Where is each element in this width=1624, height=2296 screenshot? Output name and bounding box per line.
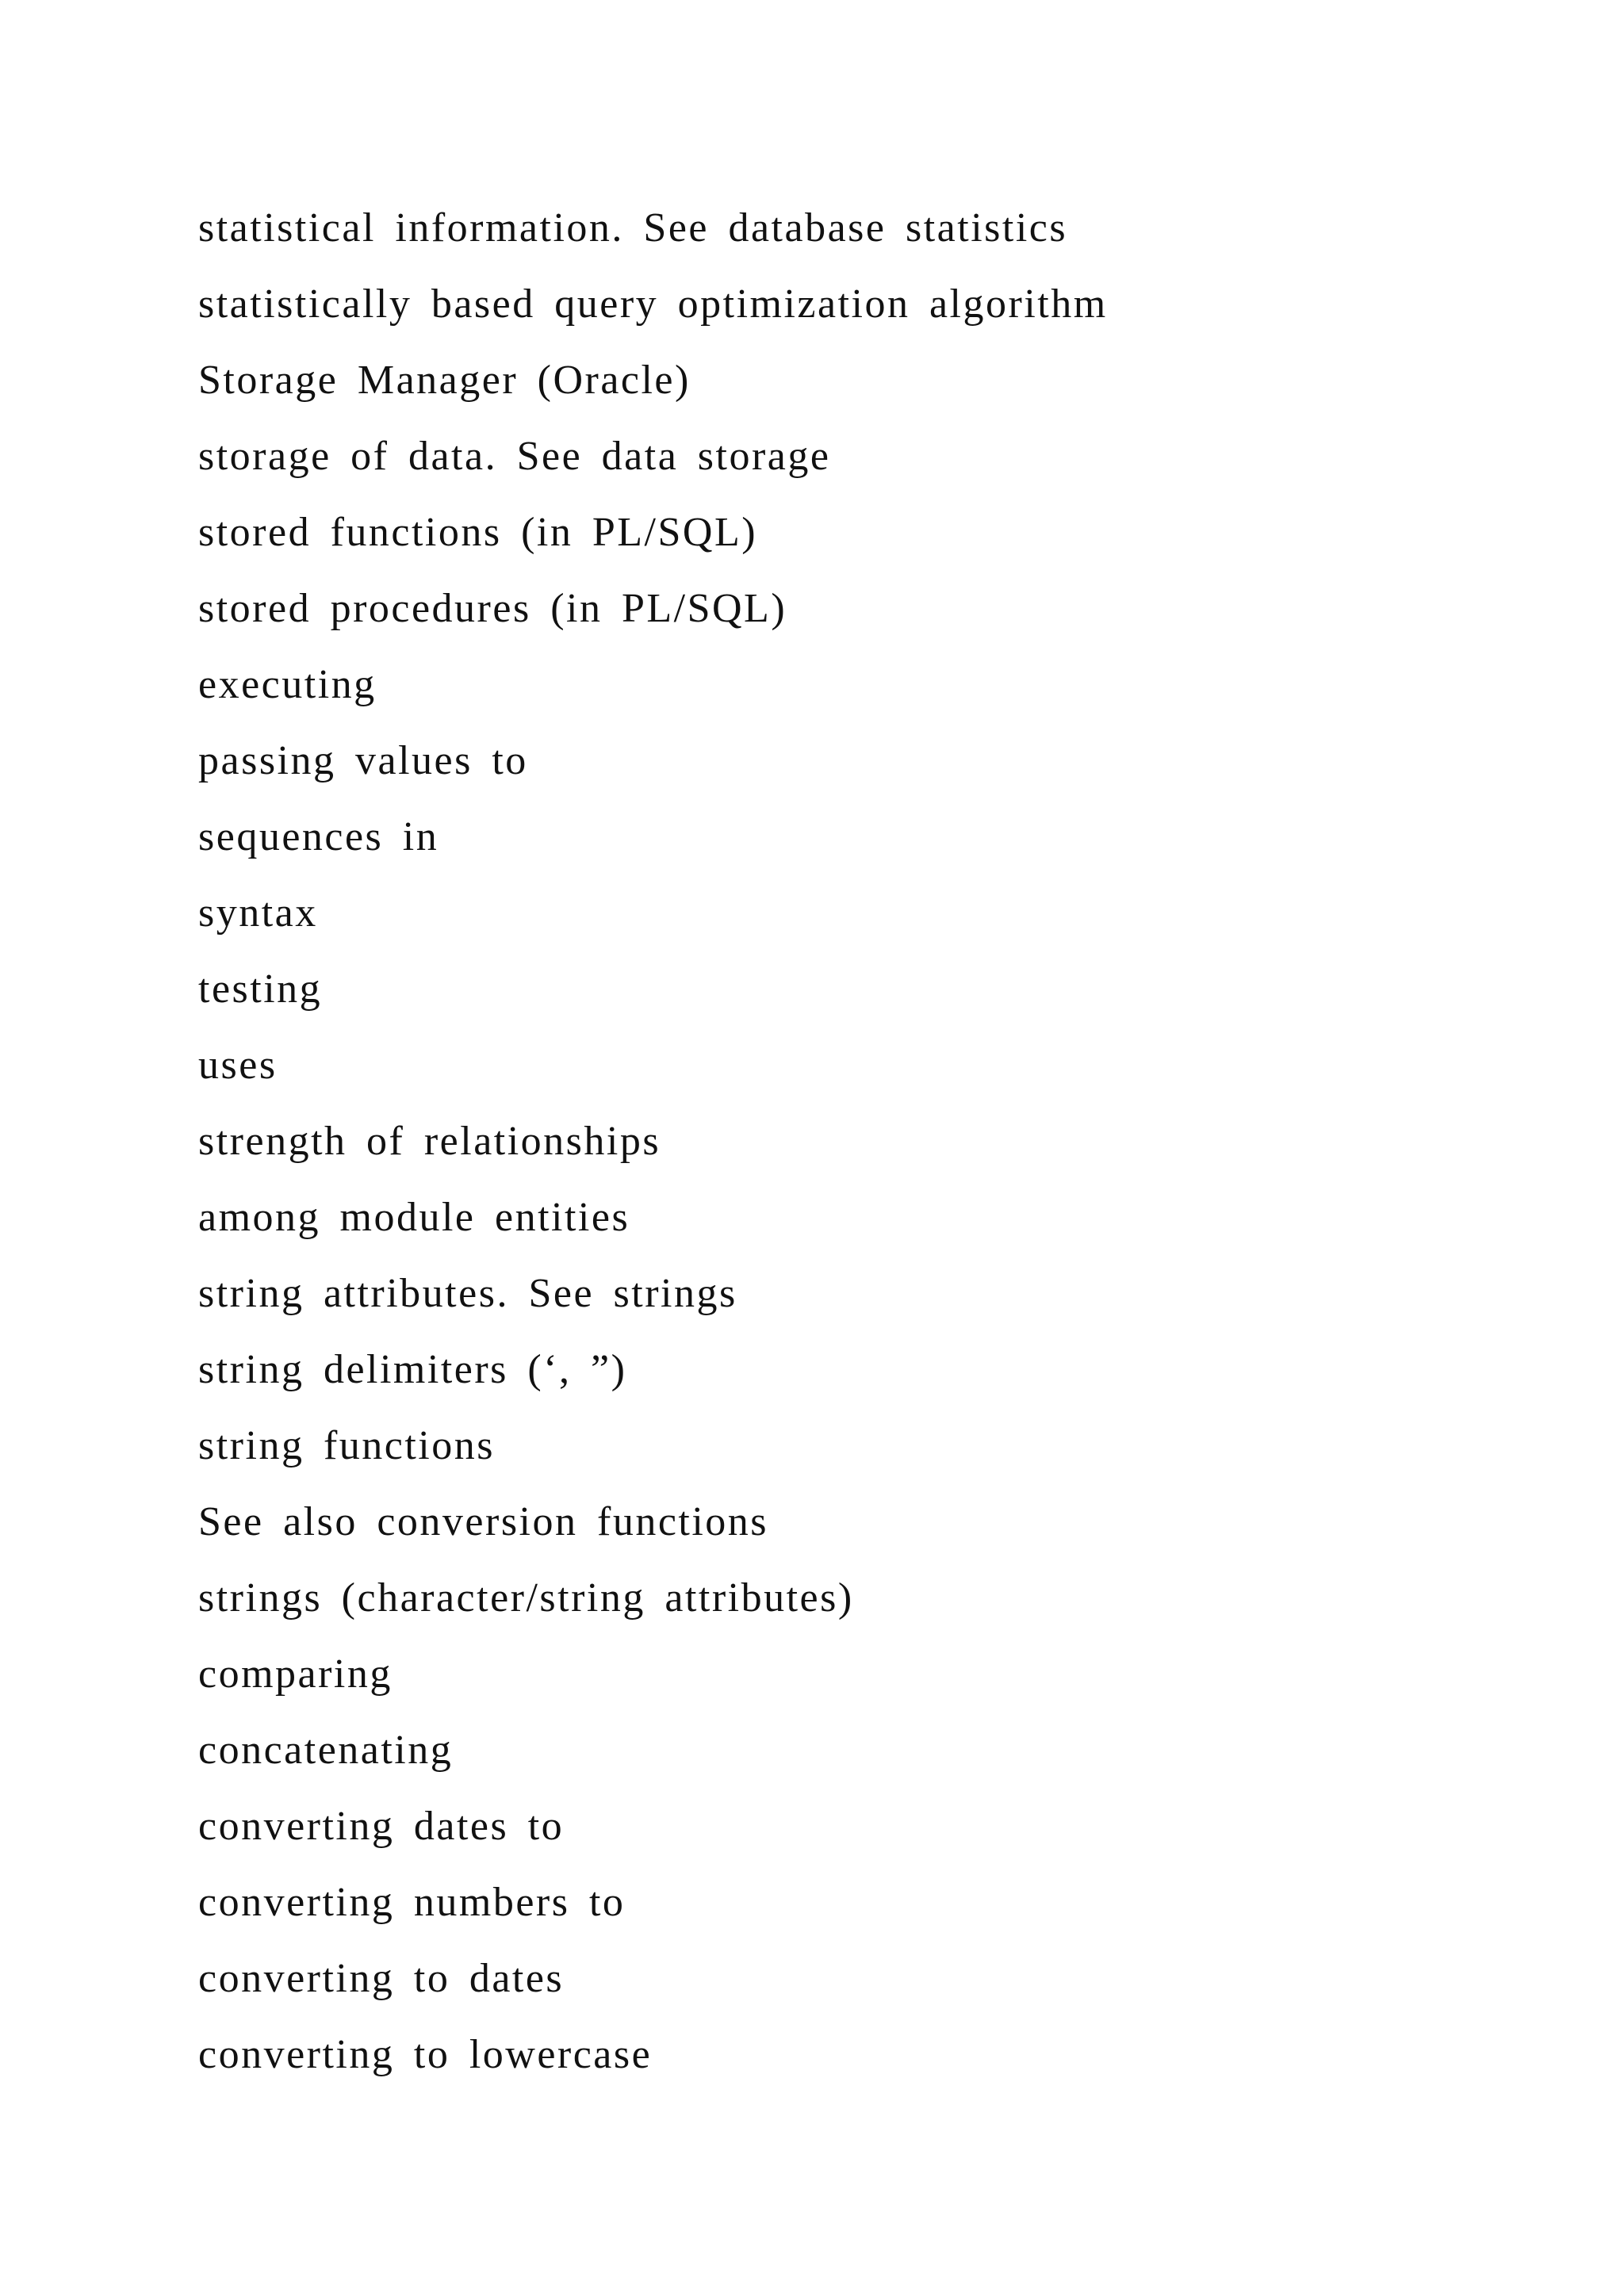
index-entry: converting to lowercase <box>198 2032 653 2077</box>
index-entry: converting dates to <box>198 1804 565 1849</box>
index-entry: passing values to <box>198 738 528 783</box>
index-entry: testing <box>198 966 323 1012</box>
index-entry: string delimiters (‘, ”) <box>198 1347 627 1392</box>
index-entry: concatenating <box>198 1728 454 1773</box>
index-entry: comparing <box>198 1651 393 1697</box>
index-entry: executing <box>198 662 377 707</box>
index-entry: converting to dates <box>198 1956 565 2001</box>
index-entry: sequences in <box>198 814 439 859</box>
index-entry: string functions <box>198 1423 495 1468</box>
index-entry-list <box>198 190 1108 2093</box>
index-entry: See also conversion functions <box>198 1499 769 1544</box>
index-entry: strings (character/string attributes) <box>198 1575 854 1621</box>
index-entry: storage of data. See data storage <box>198 434 831 479</box>
index-entry: uses <box>198 1043 278 1088</box>
index-entry: stored procedures (in PL/SQL) <box>198 586 787 631</box>
index-entry: strength of relationships <box>198 1119 661 1164</box>
index-entry: string attributes. See strings <box>198 1271 737 1316</box>
index-entry: among module entities <box>198 1195 630 1240</box>
index-entry: stored functions (in PL/SQL) <box>198 510 758 555</box>
index-entry: statistical information. See database statistics <box>198 205 1068 251</box>
index-entry: converting numbers to <box>198 1880 626 1925</box>
index-entry: syntax <box>198 890 318 936</box>
index-entry: Storage Manager (Oracle) <box>198 358 691 403</box>
index-entry: statistically based query optimization algorithm <box>198 281 1108 327</box>
